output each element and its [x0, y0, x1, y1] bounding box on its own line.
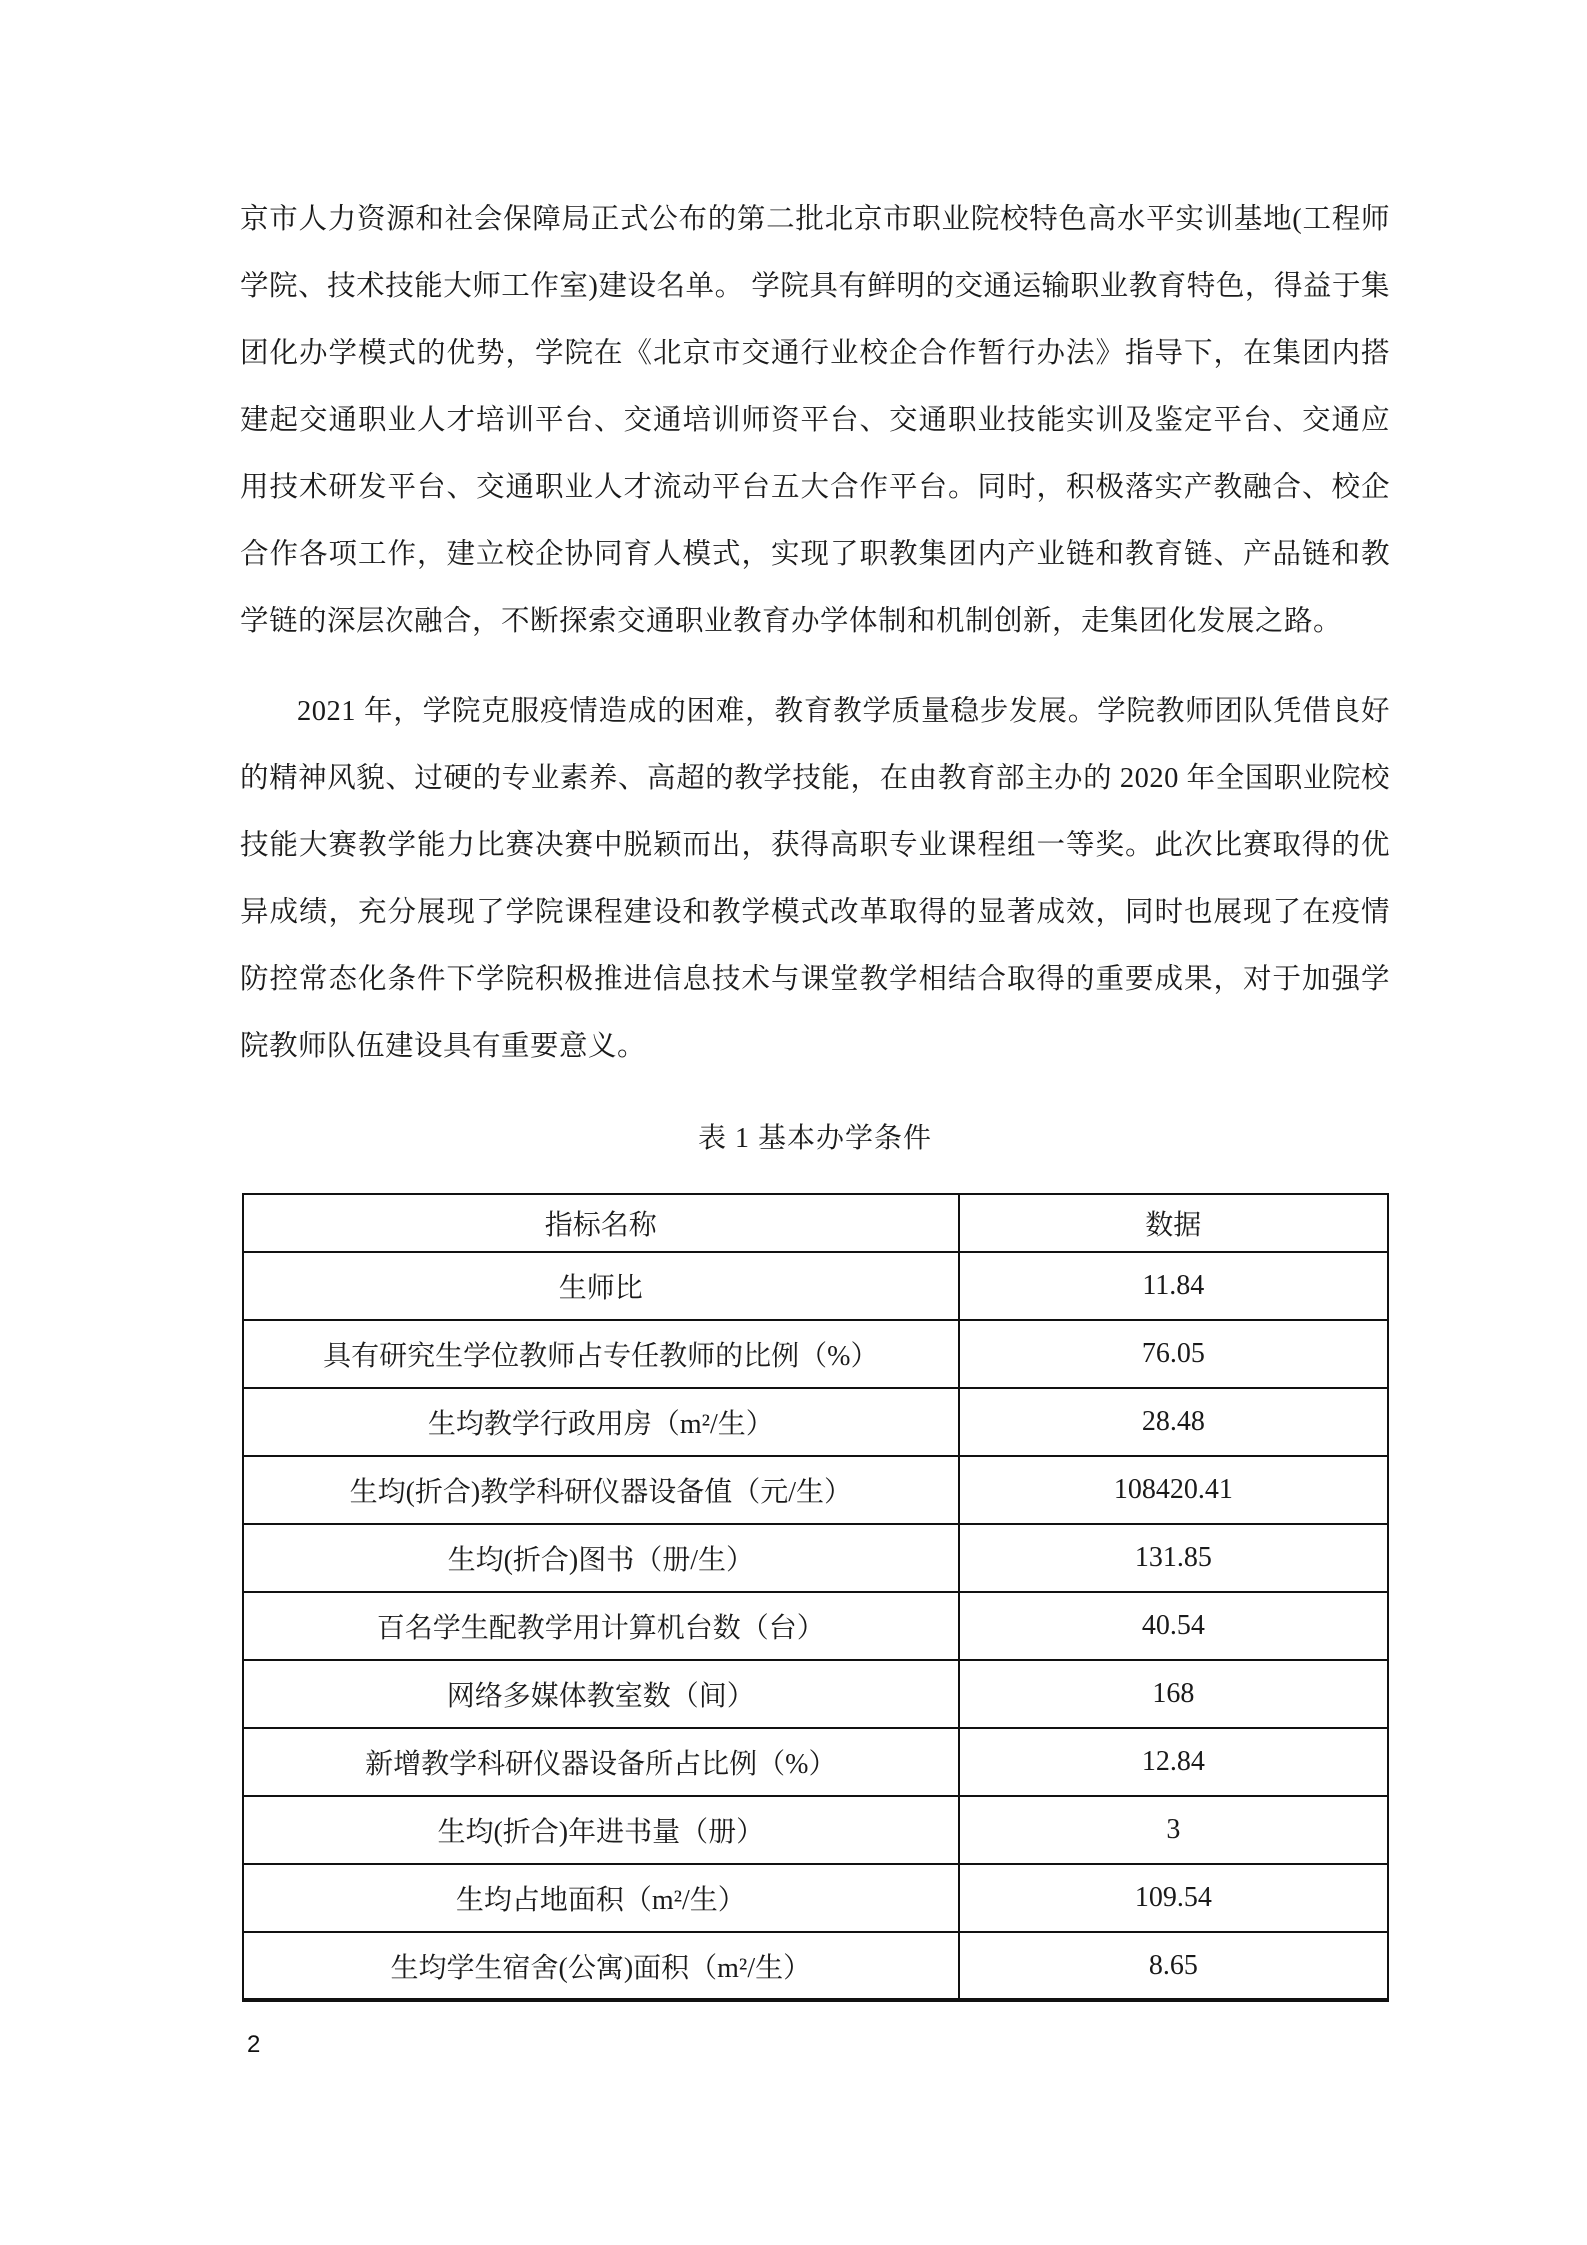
- page-number: 2: [247, 2031, 261, 2058]
- table-row: [243, 1864, 1388, 1932]
- table-row: [243, 1728, 1388, 1796]
- paragraph-1: 京市人力资源和社会保障局正式公布的第二批北京市职业院校特色高水平实训基地(工程师学院、技术技能大师工作室)建设名单。 学院具有鲜明的交通运输职业教育特色，得益于集团化办学模式的优势，学院在《北京市交通行业校企合作暂行办法》指导下，在集团内搭建起交通职业人才培训平台、交通培训师资平台、交通职业技能实训及鉴定平台、交通应用技术研发平台、交通职业人才流动平台五大合作平台。同时，积极落实产教融合、校企合作各项工作，建立校企协同育人模式，实现了职教集团内产业链和教育链、产品链和教学链的深层次融合，不断探索交通职业教育办学体制和机制创新，走集团化发展之路。: [240, 204, 1390, 637]
- indicator-cell: 生均(折合)教学科研仪器设备值（元/生）: [243, 1456, 959, 1524]
- table-row: [243, 1252, 1388, 1320]
- indicator-cell: 生均(折合)图书（册/生）: [243, 1524, 959, 1592]
- value-cell: 109.54: [959, 1864, 1388, 1932]
- value-cell: 40.54: [959, 1592, 1388, 1660]
- value-cell: 76.05: [959, 1320, 1388, 1388]
- table-row: [243, 1592, 1388, 1660]
- indicator-cell: 新增教学科研仪器设备所占比例（%）: [243, 1728, 959, 1796]
- indicator-cell: 网络多媒体教室数（间）: [243, 1660, 959, 1728]
- header-cell-indicator: 指标名称: [243, 1194, 959, 1252]
- indicator-cell: 生均教学行政用房（m²/生）: [243, 1388, 959, 1456]
- table-row: [243, 1456, 1388, 1524]
- table-row: [243, 1320, 1388, 1388]
- value-cell: 12.84: [959, 1728, 1388, 1796]
- value-cell: 11.84: [959, 1252, 1388, 1320]
- basic-conditions-table: [242, 1193, 1389, 2002]
- table-row: [243, 1932, 1388, 2000]
- table-header-row: [243, 1194, 1388, 1252]
- indicator-cell: 生均(折合)年进书量（册）: [243, 1796, 959, 1864]
- table-row: [243, 1660, 1388, 1728]
- value-cell: 168: [959, 1660, 1388, 1728]
- value-cell: 131.85: [959, 1524, 1388, 1592]
- value-cell: 3: [959, 1796, 1388, 1864]
- value-cell: 28.48: [959, 1388, 1388, 1456]
- indicator-cell: 生师比: [243, 1252, 959, 1320]
- value-cell: 8.65: [959, 1932, 1388, 2000]
- document-body: [240, 186, 1390, 2002]
- indicator-cell: 具有研究生学位教师占专任教师的比例（%）: [243, 1320, 959, 1388]
- paragraph-2: 2021 年，学院克服疫情造成的困难，教育教学质量稳步发展。学院教师团队凭借良好的精神风貌、过硬的专业素养、高超的教学技能，在由教育部主办的 2020 年全国职业院校技能大赛教学能力比赛决赛中脱颖而出，获得高职专业课程组一等奖。此次比赛取得的优异成绩，充分展现了学院课程建设和教学模式改革取得的显著成效，同时也展现了在疫情防控常态化条件下学院积极推进信息技术与课堂教学相结合取得的重要成果，对于加强学院教师队伍建设具有重要意义。: [240, 696, 1390, 1062]
- table-row: [243, 1796, 1388, 1864]
- indicator-cell: 生均学生宿舍(公寓)面积（m²/生）: [243, 1932, 959, 2000]
- table-row: [243, 1524, 1388, 1592]
- indicator-cell: 生均占地面积（m²/生）: [243, 1864, 959, 1932]
- value-cell: 108420.41: [959, 1456, 1388, 1524]
- table-caption: 表 1 基本办学条件: [697, 1123, 932, 1154]
- indicator-cell: 百名学生配教学用计算机台数（台）: [243, 1592, 959, 1660]
- header-cell-value: 数据: [959, 1194, 1388, 1252]
- table-row: [243, 1388, 1388, 1456]
